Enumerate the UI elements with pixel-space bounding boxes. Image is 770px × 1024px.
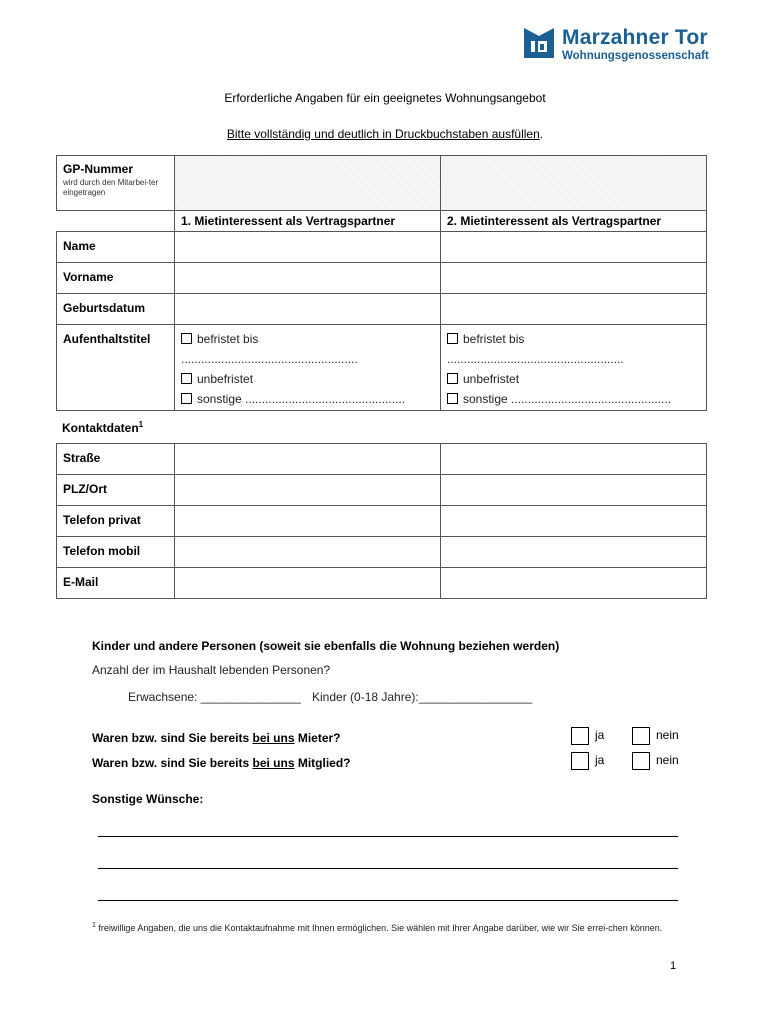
persons-question: Anzahl der im Haushalt lebenden Personen? — [92, 663, 331, 677]
mieter-q-post: Mieter? — [294, 731, 341, 745]
instruction-tail: . — [539, 127, 544, 141]
vorname-field-2[interactable] — [441, 263, 707, 294]
footnote-text: freiwillige Angaben, die uns die Kontaktaufnahme mit Ihnen ermöglichen. Sie wählen mit Ihrer Angabe darüber, wie wir Sie errei-chen können. — [95, 923, 663, 933]
gp-label-cell — [57, 156, 175, 211]
header-empty-cell — [57, 211, 175, 232]
page-number: 1 — [670, 960, 677, 972]
geburtsdatum-field-2[interactable] — [441, 294, 707, 325]
kontaktdaten-heading — [62, 420, 143, 435]
vorname-field-1[interactable] — [175, 263, 441, 294]
children-field[interactable]: Kinder (0-18 Jahre):_________________ — [312, 690, 533, 704]
checkbox-icon[interactable] — [447, 373, 458, 384]
row-label-vorname: Vorname — [57, 263, 175, 294]
row-label-plz-ort: PLZ/Ort — [57, 475, 175, 506]
mieter-yes[interactable] — [571, 727, 604, 745]
gp-field-2[interactable] — [441, 156, 707, 211]
option-label: befristet bis ..................................................... — [181, 332, 358, 366]
persons-heading: Kinder und andere Personen (soweit sie ebenfalls die Wohnung beziehen werden) — [92, 639, 560, 653]
mitglied-question — [92, 756, 351, 770]
email-field-1[interactable] — [175, 568, 441, 599]
option-befristet-2[interactable] — [447, 329, 700, 369]
option-label: sonstige ................................................ — [463, 392, 672, 406]
checkbox-icon[interactable] — [632, 752, 650, 770]
checkbox-icon[interactable] — [181, 393, 192, 404]
footnote-number: 1 — [92, 922, 96, 929]
option-sonstige-2[interactable] — [447, 389, 700, 409]
strasse-field-2[interactable] — [441, 444, 707, 475]
row-label-geburtsdatum: Geburtsdatum — [57, 294, 175, 325]
logo-subtitle: Wohnungsgenossenschaft — [562, 50, 709, 62]
instruction-text: Bitte vollständig und deutlich in Druckbuchstaben ausfüllen — [226, 127, 540, 141]
option-unbefristet-1[interactable] — [181, 369, 434, 389]
footnote — [92, 918, 682, 936]
option-label: sonstige ................................................ — [197, 392, 406, 406]
option-label: unbefristet — [197, 372, 254, 386]
row-label-name: Name — [57, 232, 175, 263]
gp-note: wird durch den Mitarbei-ter eingetragen — [63, 178, 159, 197]
gp-label: GP-Nummer — [63, 162, 134, 176]
plz-ort-field-1[interactable] — [175, 475, 441, 506]
yes-label: ja — [595, 753, 605, 768]
mieter-question — [92, 731, 341, 745]
kontaktdaten-label: Kontaktdaten — [62, 421, 139, 435]
gp-field-1[interactable] — [175, 156, 441, 211]
company-logo — [524, 26, 709, 63]
applicant-table — [56, 155, 707, 411]
row-label-email: E-Mail — [57, 568, 175, 599]
checkbox-icon[interactable] — [447, 333, 458, 344]
mitglied-q-post: Mitglied? — [294, 756, 351, 770]
col2-header: 2. Mietinteressent als Vertragspartner — [441, 211, 707, 232]
mitglied-q-emph: bei uns — [252, 756, 295, 770]
row-label-aufenthaltstitel: Aufenthaltstitel — [57, 325, 175, 411]
name-field-2[interactable] — [441, 232, 707, 263]
checkbox-icon[interactable] — [571, 752, 589, 770]
logo-mark-icon — [524, 28, 554, 58]
checkbox-icon[interactable] — [447, 393, 458, 404]
document-title: Erforderliche Angaben für ein geeignetes Wohnungsangebot — [224, 91, 546, 105]
row-label-strasse: Straße — [57, 444, 175, 475]
checkbox-icon[interactable] — [632, 727, 650, 745]
plz-ort-field-2[interactable] — [441, 475, 707, 506]
mitglied-no[interactable] — [632, 752, 679, 770]
option-label: befristet bis ..................................................... — [447, 332, 624, 366]
instruction — [0, 127, 770, 141]
option-sonstige-1[interactable] — [181, 389, 434, 409]
option-befristet-1[interactable] — [181, 329, 434, 369]
aufenthalt-options-2 — [441, 325, 707, 411]
mieter-q-emph: bei uns — [252, 731, 295, 745]
wishes-line-3[interactable] — [98, 900, 678, 901]
email-field-2[interactable] — [441, 568, 707, 599]
checkbox-icon[interactable] — [571, 727, 589, 745]
strasse-field-1[interactable] — [175, 444, 441, 475]
checkbox-icon[interactable] — [181, 373, 192, 384]
contact-table — [56, 443, 707, 599]
yes-label: ja — [595, 728, 605, 743]
wishes-line-2[interactable] — [98, 868, 678, 869]
name-field-1[interactable] — [175, 232, 441, 263]
row-label-telefon-privat: Telefon privat — [57, 506, 175, 537]
adults-field[interactable]: Erwachsene: _______________ — [128, 690, 301, 704]
mieter-q-pre: Waren bzw. sind Sie bereits — [92, 731, 253, 745]
no-label: nein — [656, 753, 679, 768]
telefon-mobil-field-1[interactable] — [175, 537, 441, 568]
row-label-telefon-mobil: Telefon mobil — [57, 537, 175, 568]
logo-name: Marzahner Tor — [562, 26, 708, 49]
aufenthalt-options-1 — [175, 325, 441, 411]
no-label: nein — [656, 728, 679, 743]
footnote-marker: 1 — [138, 420, 144, 429]
mieter-no[interactable] — [632, 727, 679, 745]
mitglied-yes[interactable] — [571, 752, 604, 770]
telefon-privat-field-1[interactable] — [175, 506, 441, 537]
checkbox-icon[interactable] — [181, 333, 192, 344]
telefon-privat-field-2[interactable] — [441, 506, 707, 537]
telefon-mobil-field-2[interactable] — [441, 537, 707, 568]
geburtsdatum-field-1[interactable] — [175, 294, 441, 325]
wishes-line-1[interactable] — [98, 836, 678, 837]
option-unbefristet-2[interactable] — [447, 369, 700, 389]
col1-header: 1. Mietinteressent als Vertragspartner — [175, 211, 441, 232]
mitglied-q-pre: Waren bzw. sind Sie bereits — [92, 756, 253, 770]
option-label: unbefristet — [463, 372, 520, 386]
wishes-label: Sonstige Wünsche: — [92, 792, 204, 806]
